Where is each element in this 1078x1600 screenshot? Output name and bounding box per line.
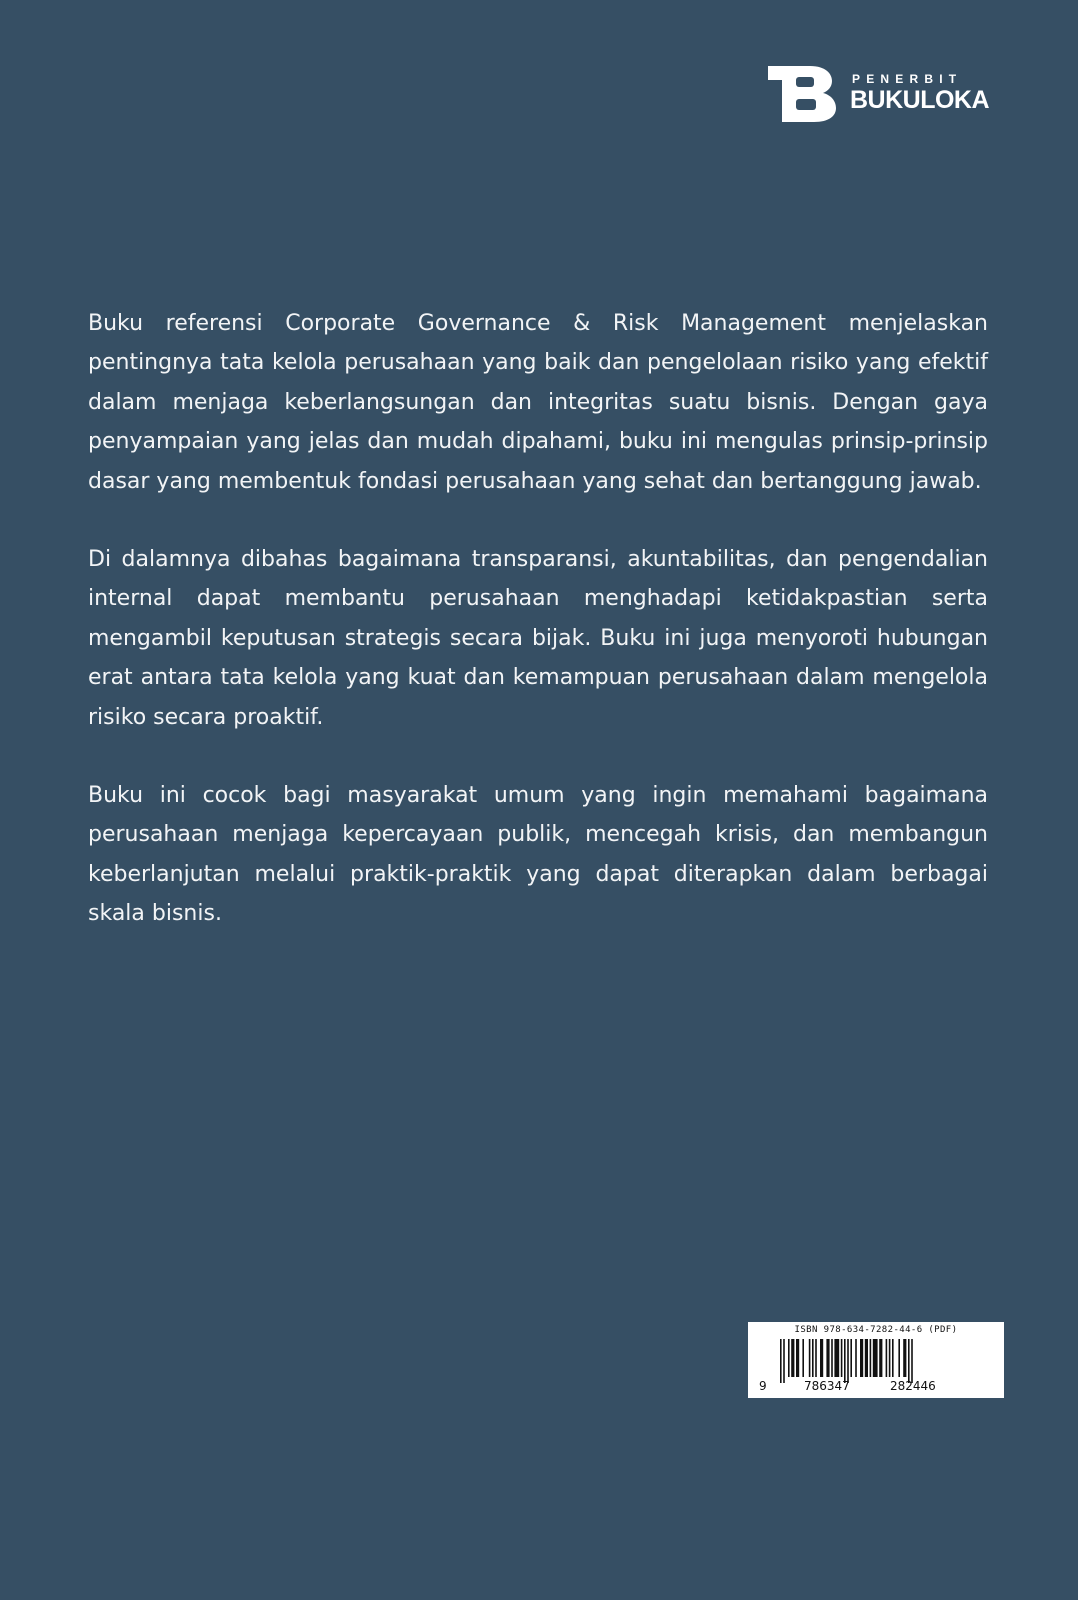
barcode-bar xyxy=(809,1339,811,1377)
barcode-bar xyxy=(841,1339,843,1377)
barcode-bar xyxy=(820,1339,823,1377)
barcode-bar xyxy=(870,1339,872,1377)
barcode-bar xyxy=(860,1339,863,1377)
barcode-bar xyxy=(834,1339,839,1377)
barcode-bar xyxy=(802,1339,804,1377)
barcode-digit-lead: 9 xyxy=(759,1379,767,1393)
barcode-bar xyxy=(847,1339,849,1383)
barcode-bars xyxy=(778,1339,958,1383)
description-paragraph-1: Buku referensi Corporate Governance & Risk Management menjelaskan pentingnya tata kelola perusahaan yang baik dan pengelolaan risiko yang efektif dalam menjaga keberlangsungan dan integritas suatu bisnis. Dengan gaya penyampaian yang jelas dan mudah dipahami, buku ini mengulas prinsip-prinsip dasar yang membentuk fondasi perusahaan yang sehat dan bertanggung jawab. xyxy=(88,311,988,494)
barcode-bar xyxy=(911,1339,913,1383)
barcode-bar xyxy=(903,1339,906,1377)
barcode-bar xyxy=(788,1339,790,1377)
barcode-bar xyxy=(879,1339,882,1377)
barcode-bar xyxy=(796,1339,799,1377)
barcode-digits-right: 282446 xyxy=(890,1379,936,1393)
barcode-bar xyxy=(908,1339,910,1383)
barcode-bar xyxy=(780,1339,782,1383)
barcode-bar xyxy=(826,1339,829,1377)
barcode-bar xyxy=(898,1339,900,1377)
barcode-bar xyxy=(855,1339,857,1377)
barcode-bar xyxy=(783,1339,785,1383)
barcode-bar xyxy=(892,1339,894,1377)
barcode-bar xyxy=(831,1339,833,1377)
isbn-number: ISBN 978-634-7282-44-6 (PDF) xyxy=(794,1325,958,1335)
description-paragraph-3: Buku ini cocok bagi masyarakat umum yang ingin memahami bagaimana perusahaan menjaga kepercayaan publik, mencegah krisis, dan membangun keberlanjutan melalui praktik-praktik yang dapat diterapkan dalam berbagai skala bisnis. xyxy=(88,783,988,927)
barcode-digits-left: 786347 xyxy=(804,1379,850,1393)
bukuloka-b-logo-icon xyxy=(768,66,838,122)
barcode-bar xyxy=(850,1339,852,1377)
description-paragraph-2: Di dalamnya dibahas bagaimana transparansi, akuntabilitas, dan pengendalian internal dapat membantu perusahaan menghadapi ketidakpastian serta mengambil keputusan strategis secara bijak. Buku ini juga menyoroti hubungan erat antara tata kelola yang kuat dan kemampuan perusahaan dalam mengelola risiko secara proaktif. xyxy=(88,547,988,730)
barcode-bar xyxy=(844,1339,846,1383)
publisher-label: PENERBIT xyxy=(852,72,963,86)
barcode-bar xyxy=(873,1339,878,1377)
barcode-bar xyxy=(889,1339,891,1377)
barcode-bar xyxy=(865,1339,868,1377)
barcode-bar xyxy=(886,1339,888,1377)
publisher-logo xyxy=(768,64,988,122)
barcode-bar xyxy=(812,1339,814,1377)
barcode-bar xyxy=(791,1339,794,1377)
book-description xyxy=(88,304,988,973)
isbn-barcode xyxy=(748,1322,1004,1398)
barcode-bar xyxy=(815,1339,817,1377)
publisher-name: BUKULOKA xyxy=(850,86,990,114)
